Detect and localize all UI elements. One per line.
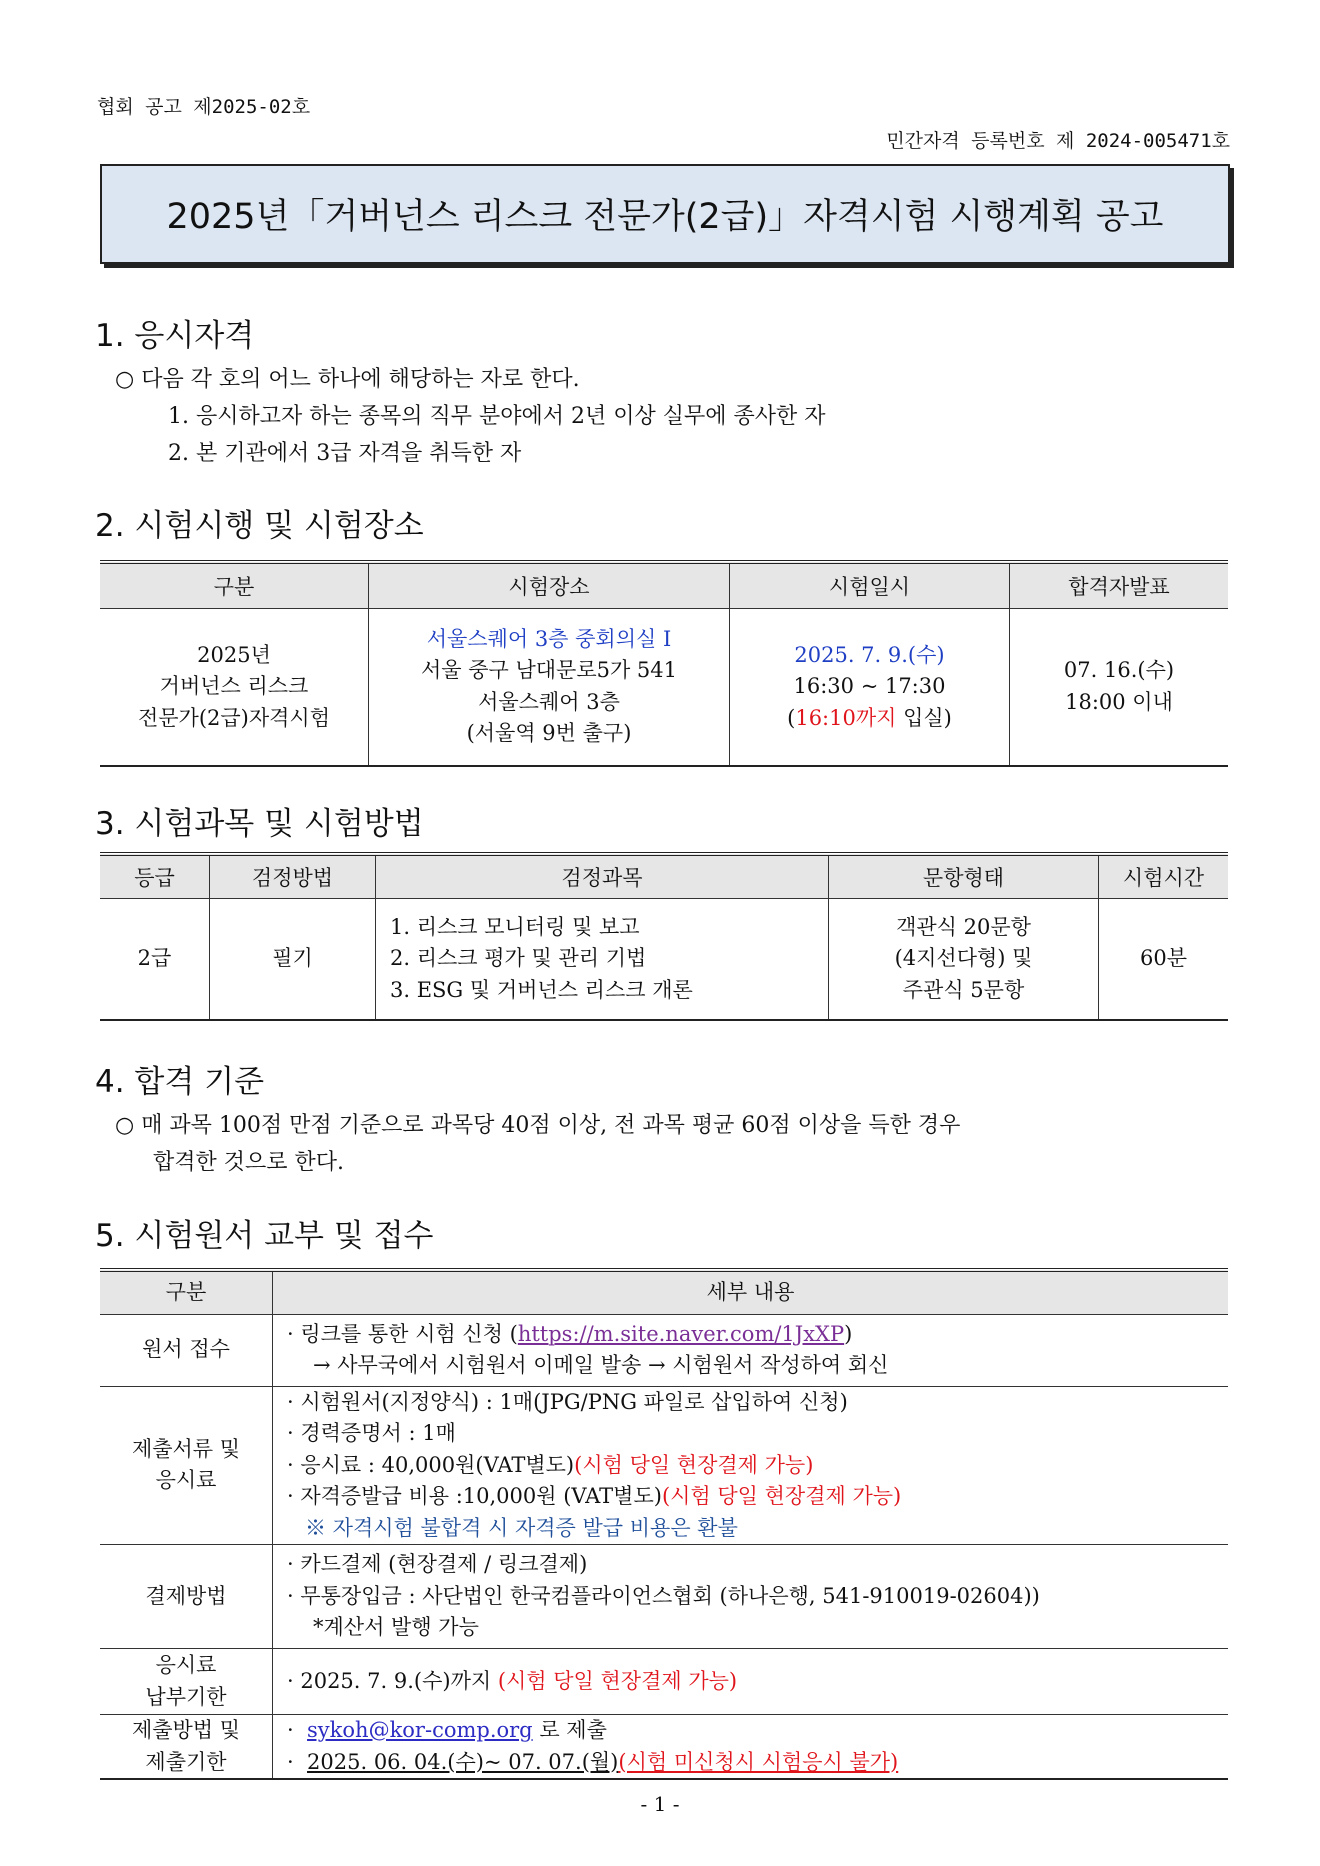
format-cell: 객관식 20문항 (4지선다형) 및 주관식 5문항 xyxy=(829,898,1099,1020)
col-header: 합격자발표 xyxy=(1010,562,1229,608)
s1-item-1: 1. 응시하고자 하는 종목의 직무 분야에서 2년 이상 실무에 종사한 자 xyxy=(168,404,826,429)
col-header: 시험시간 xyxy=(1099,854,1229,898)
duration-cell: 60분 xyxy=(1099,898,1229,1020)
docs-detail: · 시험원서(지정양식) : 1매(JPG/PNG 파일로 삽입하여 신청) · 경력증명서 : 1매 · 응시료 : 40,000원(VAT별도)(시험 당일 현장결제 가능) · 자격증발급 비용 :10,000원 (VAT별도)(시험 당일 현장결제 가능) ※ 자격시험 불합격 시 자격증 발급 비용은 환불 xyxy=(273,1386,1229,1545)
row-label: 제출서류 및 응시료 xyxy=(100,1386,273,1545)
exam-datetime-cell: 2025. 7. 9.(수) 16:30 ~ 17:30 (16:10까지 입실) xyxy=(730,608,1010,766)
payment-detail: · 카드결제 (현장결제 / 링크결제) · 무통장입금 : 사단법인 한국컴플라이언스협회 (하나은행, 541-910019-02604)) *계산서 발행 가능 xyxy=(273,1545,1229,1649)
col-header: 시험일시 xyxy=(730,562,1010,608)
col-header: 등급 xyxy=(100,854,210,898)
submit-detail: · sykoh@kor-comp.org 로 제출 · 2025. 06. 04.(수)~ 07. 07.(월)(시험 미신청시 시험응시 불가) xyxy=(273,1715,1229,1780)
exam-venue-table xyxy=(100,560,1228,767)
application-table xyxy=(100,1268,1228,1780)
exam-time: 16:30 ~ 17:30 xyxy=(793,674,946,698)
page-title: 2025년「거버넌스 리스크 전문가(2급)」자격시험 시행계획 공고 xyxy=(100,164,1230,264)
col-header: 검정과목 xyxy=(376,854,829,898)
section-1-heading: 1. 응시자격 xyxy=(95,318,255,354)
apply-detail: · 링크를 통한 시험 신청 (https://m.site.naver.com/1JxXP) → 사무국에서 시험원서 이메일 발송 → 시험원서 작성하여 회신 xyxy=(273,1314,1229,1386)
col-header: 문항형태 xyxy=(829,854,1099,898)
venue-room: 서울스퀘어 3층 중회의실 I xyxy=(426,626,672,651)
subjects-cell: 1. 리스크 모니터링 및 보고 2. 리스크 평가 및 관리 기법 3. ESG 및 거버넌스 리스크 개론 xyxy=(376,898,829,1020)
page-number: - 1 - xyxy=(640,1792,680,1816)
section-3-heading: 3. 시험과목 및 시험방법 xyxy=(95,806,424,842)
s4-line-1: ○ 매 과목 100점 만점 기준으로 과목당 40점 이상, 전 과목 평균 60점 이상을 득한 경우 xyxy=(115,1113,961,1138)
col-header: 검정방법 xyxy=(210,854,376,898)
exam-date: 2025. 7. 9.(수) xyxy=(794,642,945,667)
col-header: 구분 xyxy=(100,1270,273,1314)
section-2-heading: 2. 시험시행 및 시험장소 xyxy=(95,508,424,544)
s4-line-2: 합격한 것으로 한다. xyxy=(153,1150,344,1175)
row-label: 응시료 납부기한 xyxy=(100,1649,273,1715)
row-label: 원서 접수 xyxy=(100,1314,273,1386)
venue-cell: 서울스퀘어 3층 중회의실 I 서울 중구 남대문로5가 541 서울스퀘어 3층 (서울역 9번 출구) xyxy=(369,608,730,766)
s1-item-2: 2. 본 기관에서 3급 자격을 취득한 자 xyxy=(168,441,522,466)
row-label: 결제방법 xyxy=(100,1545,273,1649)
grade-cell: 2급 xyxy=(100,898,210,1020)
col-header: 시험장소 xyxy=(369,562,730,608)
submit-email-link[interactable]: sykoh@kor-comp.org xyxy=(307,1718,533,1742)
row-label: 제출방법 및 제출기한 xyxy=(100,1715,273,1780)
entry-deadline: 16:10까지 xyxy=(795,705,897,730)
exam-subject-table xyxy=(100,852,1228,1021)
section-5-heading: 5. 시험원서 교부 및 접수 xyxy=(95,1218,434,1254)
section-4-heading: 4. 합격 기준 xyxy=(95,1064,265,1100)
announcement-cell: 07. 16.(수) 18:00 이내 xyxy=(1010,608,1229,766)
s1-intro: ○ 다음 각 호의 어느 하나에 해당하는 자로 한다. xyxy=(115,367,580,392)
col-header: 구분 xyxy=(100,562,369,608)
registration-number: 민간자격 등록번호 제 2024-005471호 xyxy=(886,130,1230,152)
application-link[interactable]: https://m.site.naver.com/1JxXP xyxy=(517,1321,845,1346)
method-cell: 필기 xyxy=(210,898,376,1020)
refund-note: ※ 자격시험 불합격 시 자격증 발급 비용은 환불 xyxy=(305,1515,738,1540)
col-header: 세부 내용 xyxy=(273,1270,1229,1314)
exam-category-cell: 2025년 거버넌스 리스크 전문가(2급)자격시험 xyxy=(100,608,369,766)
notice-number: 협회 공고 제2025-02호 xyxy=(97,96,311,118)
deadline-detail: · 2025. 7. 9.(수)까지 (시험 당일 현장결제 가능) xyxy=(273,1649,1229,1715)
